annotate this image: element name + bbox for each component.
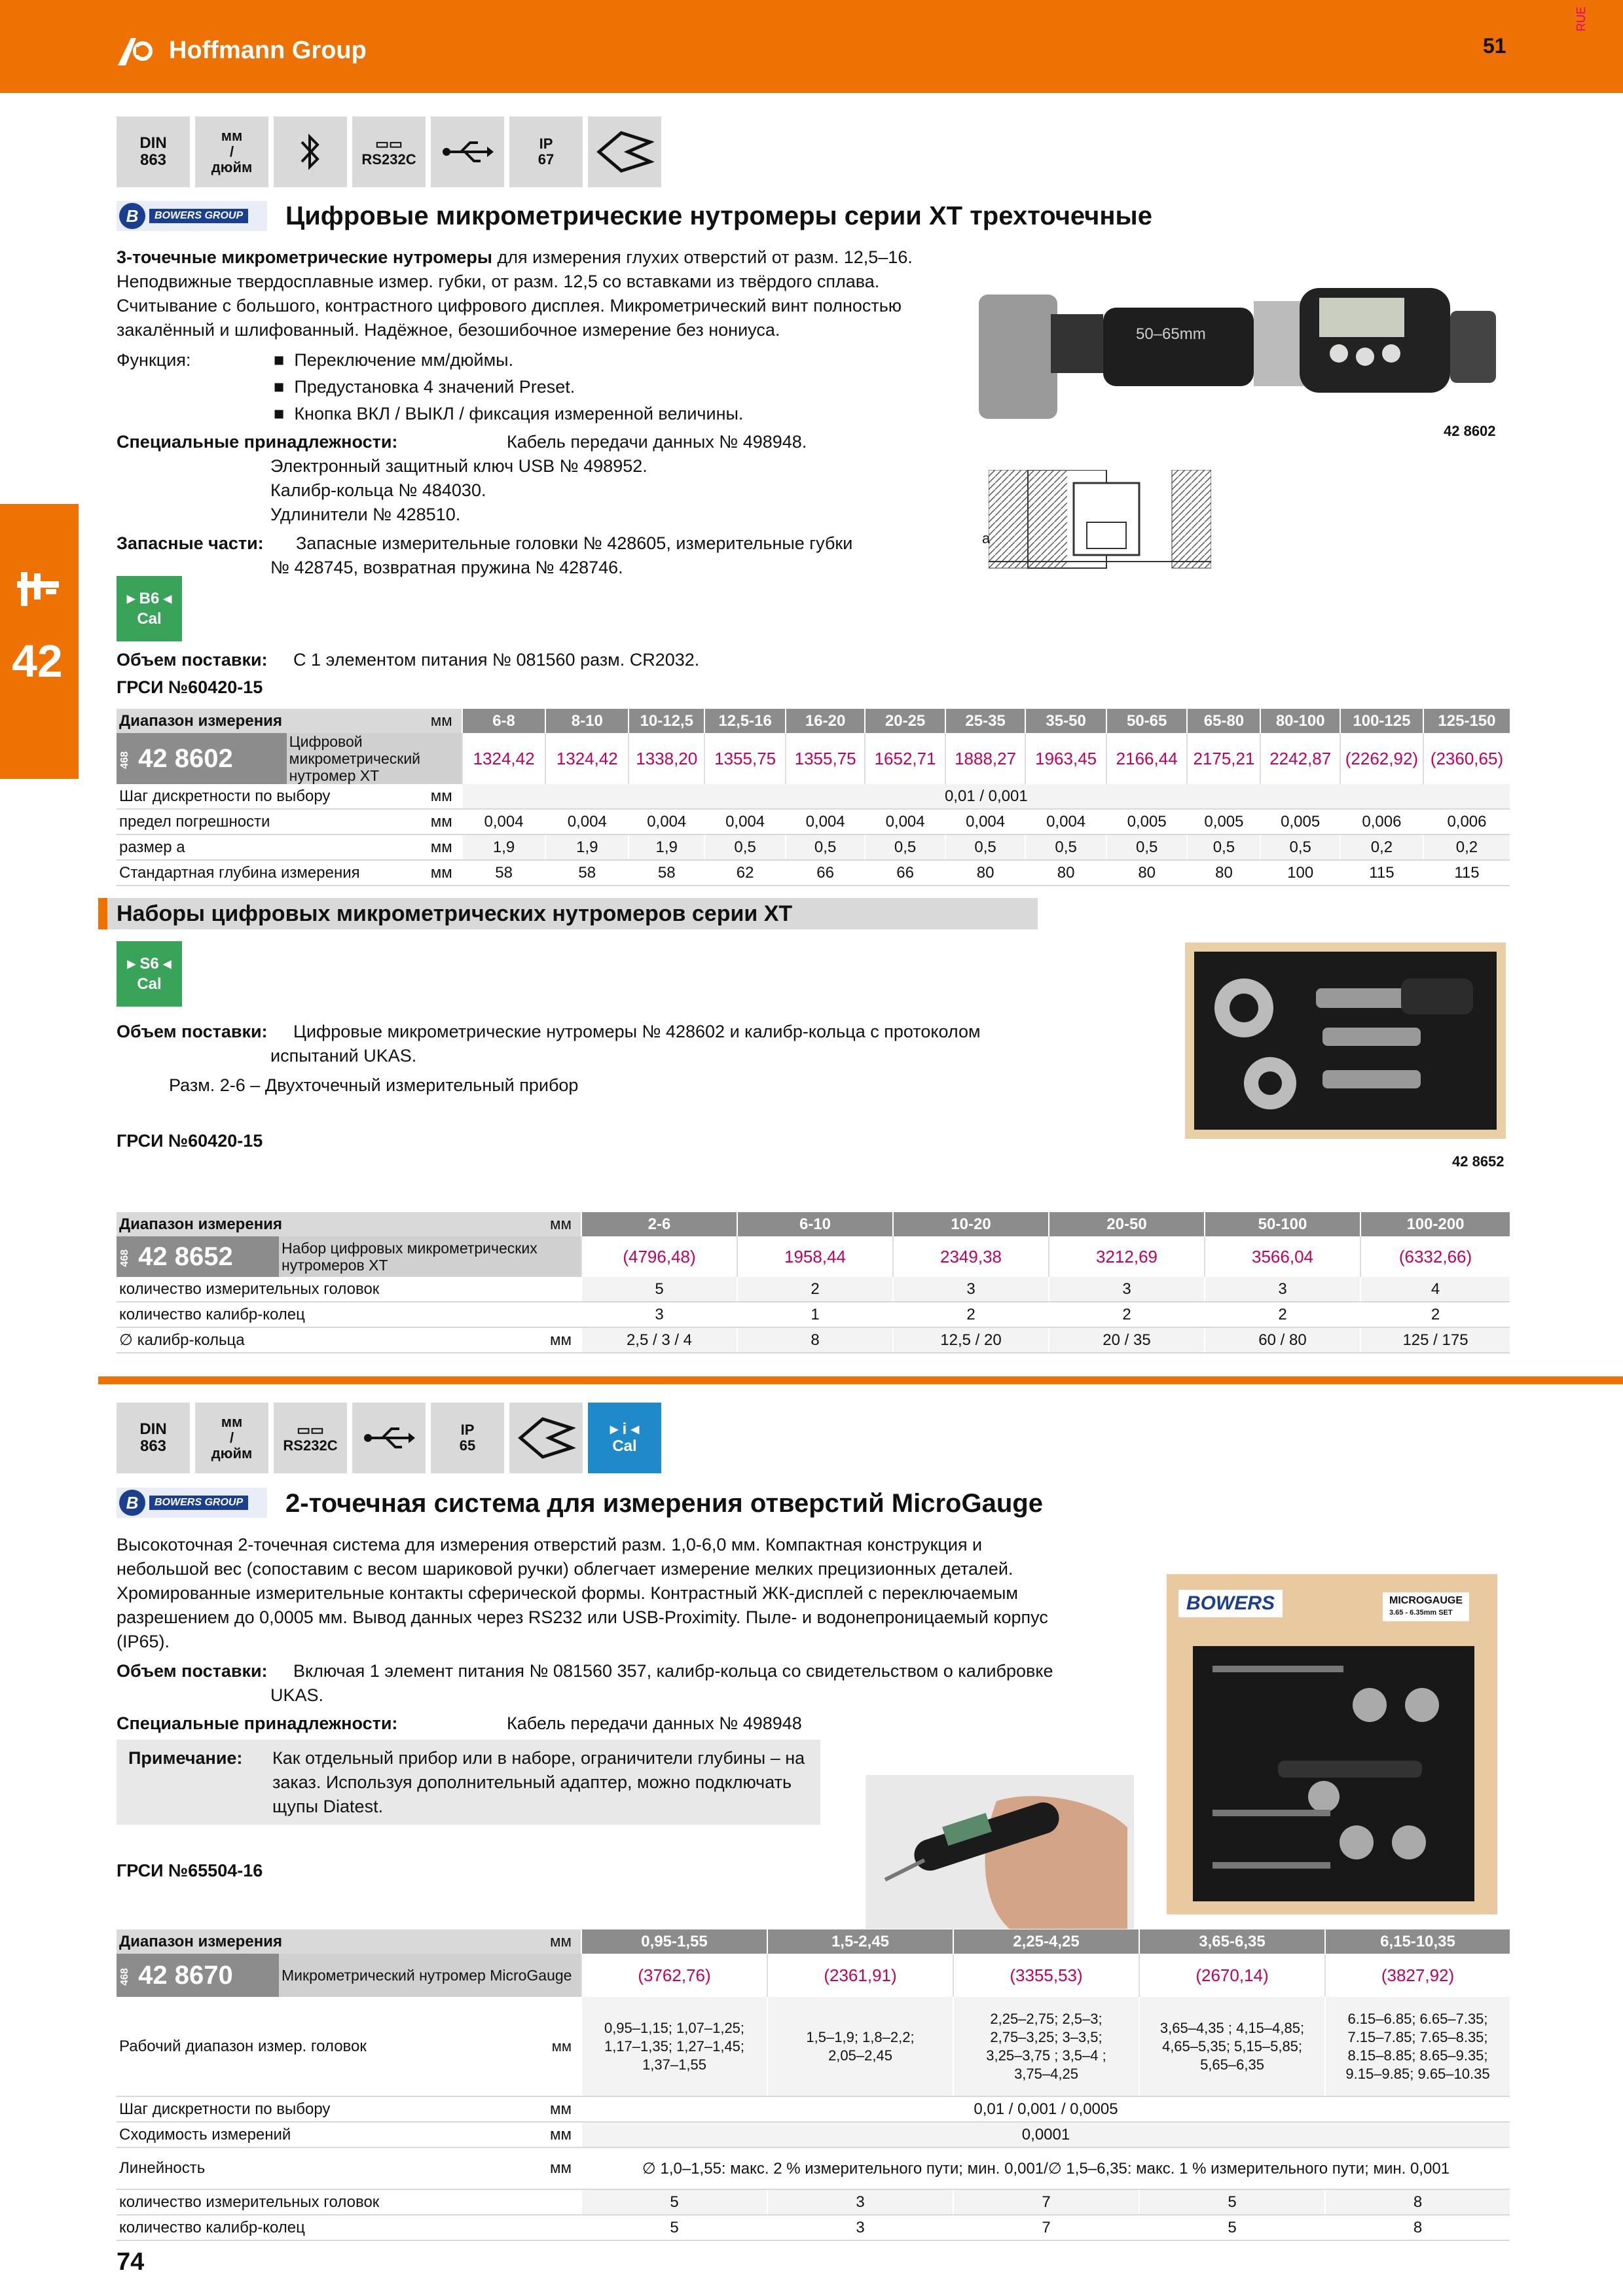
section1-title: Цифровые микрометрические нутромеры серии XT трехточечные <box>285 202 1152 230</box>
section-divider <box>98 1376 1623 1384</box>
ip65-icon: IP 65 <box>431 1403 504 1473</box>
depth-label: Стандартная глубина измерения <box>117 860 414 886</box>
brand-label: BOWERS GROUP <box>149 209 248 223</box>
error-cell: 0,004 <box>865 809 945 834</box>
step-row <box>117 2096 1510 2122</box>
step-row <box>117 784 1510 809</box>
depth-cell: 115 <box>1423 860 1510 886</box>
step-label: Шаг дискретности по выбору <box>117 2096 532 2122</box>
range-cell: 20-50 <box>1049 1212 1205 1236</box>
unit-label: мм <box>414 709 462 733</box>
heads-cell: 3 <box>767 2189 953 2215</box>
work-range-cell: 2,25–2,75; 2,5–3; 2,75–3,25; 3–3,5; 3,25–3,75 ; 3,5–4 ; 3,75–4,25 <box>953 1997 1139 2096</box>
range-cell: 6-8 <box>462 709 546 733</box>
info-cal-icon: ▸ i ◂ Cal <box>588 1403 661 1473</box>
footer-page-number: 74 <box>117 2248 145 2276</box>
page-number: 51 <box>1483 34 1506 58</box>
logo-text: Hoffmann Group <box>169 36 367 64</box>
heads-label: количество измерительных головок <box>117 1277 581 1302</box>
range-cell: 0,95-1,55 <box>581 1929 767 1954</box>
supply-text-2b: испытаний UKAS. <box>270 1046 417 1066</box>
error-cell: 0,004 <box>704 809 786 834</box>
range-cell: 20-25 <box>865 709 945 733</box>
supply-label-3: Объем поставки: <box>117 1661 268 1681</box>
din-icon: DIN 863 <box>117 117 190 187</box>
photo-range-label: 50–65mm <box>1136 325 1206 343</box>
accessory-item: Электронный защитный ключ USB № 498952. <box>270 456 647 476</box>
rings-label: количество калибр-колец <box>117 2215 581 2240</box>
linearity-row <box>117 2147 1510 2189</box>
depth-cell: 66 <box>865 860 945 886</box>
case-label-1: MICROGAUGE <box>1389 1595 1463 1606</box>
depth-cell: 80 <box>1106 860 1188 886</box>
function-item: ■ Предустановка 4 значений Preset. <box>274 377 575 397</box>
cal-badge-s6 <box>117 941 182 1007</box>
article-description: Набор цифровых микрометрических нутромеров XT <box>279 1236 581 1277</box>
diameter-cell: 125 / 175 <box>1360 1327 1510 1353</box>
range-header-row <box>117 1929 1510 1954</box>
range-header-row <box>117 1212 1510 1236</box>
function-item: ■ Переключение мм/дюймы. <box>274 350 514 370</box>
spare-parts-label: Запасные части: <box>117 533 264 553</box>
diameter-cell: 2,5 / 3 / 4 <box>581 1327 737 1353</box>
heads-cell: 2 <box>737 1277 893 1302</box>
article-row <box>117 1236 1510 1277</box>
diameter-cell: 60 / 80 <box>1205 1327 1360 1353</box>
convergence-label: Сходимость измерений <box>117 2122 532 2147</box>
rings-cell: 2 <box>1360 1302 1510 1327</box>
rings-cell: 2 <box>1205 1302 1360 1327</box>
din-icon: DIN 863 <box>117 1403 190 1473</box>
size-a-cell: 0,5 <box>1187 834 1260 860</box>
case-label-2: 3.65 - 6.35mm SET <box>1389 1609 1453 1617</box>
step-label: Шаг дискретности по выбору <box>117 784 414 809</box>
spec-table-428652 <box>117 1212 1510 1354</box>
work-range-row <box>117 1997 1510 2096</box>
error-label: предел погрешности <box>117 809 414 834</box>
cal-badge-bottom: Cal <box>137 610 162 628</box>
unit-label: мм <box>414 860 462 886</box>
product-photo-microgauge-hand <box>866 1775 1134 1929</box>
depth-cell: 58 <box>462 860 546 886</box>
note-label: Примечание: <box>128 1748 243 1768</box>
size-a-cell: 0,2 <box>1340 834 1423 860</box>
unit-label: мм <box>532 1997 581 2096</box>
supply-text-3: Включая 1 элемент питания № 081560 357, калибр-кольца со свидетельством о калибровке <box>293 1661 1053 1681</box>
depth-row <box>117 860 1510 886</box>
rings-cell: 5 <box>1139 2215 1325 2240</box>
range-label: Диапазон измерения <box>117 709 414 733</box>
range-cell: 25-35 <box>945 709 1026 733</box>
rings-cell: 5 <box>581 2215 767 2240</box>
cal-badge-b6 <box>117 576 182 641</box>
accessories-text-3: Кабель передачи данных № 498948 <box>507 1713 802 1733</box>
size-a-cell: 0,2 <box>1423 834 1510 860</box>
diameter-cell: 12,5 / 20 <box>893 1327 1049 1353</box>
range-cell: 3,65-6,35 <box>1139 1929 1325 1954</box>
grsi-number: ГРСИ №60420-15 <box>117 677 263 697</box>
article-description: Микрометрический нутромер MicroGauge <box>279 1954 581 1997</box>
heads-cell: 3 <box>1205 1277 1360 1302</box>
size-a-cell: 1,9 <box>462 834 546 860</box>
price-cell: 1324,42 <box>545 733 629 784</box>
jaw-icon <box>588 117 661 187</box>
error-cell: 0,004 <box>945 809 1026 834</box>
dimension-sketch <box>982 470 1211 575</box>
range-cell: 12,5-16 <box>704 709 786 733</box>
price-cell: 1355,75 <box>786 733 865 784</box>
cal-badge-top: ▸ S6 ◂ <box>127 954 172 973</box>
price-cell: (3762,76) <box>581 1954 767 1997</box>
range-label: Диапазон измерения <box>117 1929 532 1954</box>
range-cell: 10-12,5 <box>629 709 704 733</box>
rs232-icon: ▭▭ RS232C <box>352 117 426 187</box>
step-value: 0,01 / 0,001 / 0,0005 <box>581 2096 1510 2122</box>
price-cell: 1652,71 <box>865 733 945 784</box>
heads-row <box>117 2189 1510 2215</box>
range-cell: 8-10 <box>545 709 629 733</box>
case-label <box>1383 1592 1469 1621</box>
size-a-label: размер a <box>117 834 414 860</box>
sketch-drawing <box>989 470 1211 575</box>
linearity-label: Линейность <box>117 2147 532 2189</box>
range-label: Диапазон измерения <box>117 1212 532 1236</box>
hoffmann-logo <box>117 34 367 67</box>
size-a-row <box>117 834 1510 860</box>
heads-label: количество измерительных головок <box>117 2189 581 2215</box>
article-description: Цифровой микрометрический нутромер XT <box>287 733 462 784</box>
section3-intro: Высокоточная 2-точечная система для измерения отверстий разм. 1,0-6,0 мм. Компактная конструкция и небольшой вес (сопоставим с весом шариковой ручки) облегчает измерение мелких прецизионных деталей. Хромированные измерительные контакты сферической формы. Контрастный ЖК-дисплей с переключаемым разрешением до 0,0005 мм. Вывод данных через RS232 или USB-Proximity. Пыле- и водонепроницаемый корпус (IP65). <box>117 1535 1048 1651</box>
error-row <box>117 809 1510 834</box>
feature-icons-3 <box>117 1403 661 1473</box>
work-range-cell: 6.15–6.85; 6.65–7.35; 7.15–7.85; 7.65–8.35; 8.15–8.85; 8.65–9.35; 9.15–9.85; 9.65–10.35 <box>1325 1997 1510 2096</box>
range-cell: 50-100 <box>1205 1212 1360 1236</box>
mm-inch-icon: мм / дюйм <box>195 1403 268 1473</box>
usb-icon <box>352 1403 426 1473</box>
diameter-cell: 8 <box>737 1327 893 1353</box>
price-cell: 2166,44 <box>1106 733 1188 784</box>
product-photo-428602 <box>972 275 1503 432</box>
spec-table-428670 <box>117 1929 1510 2241</box>
depth-cell: 80 <box>1187 860 1260 886</box>
price-cell: (4796,48) <box>581 1236 737 1277</box>
case-illustration <box>1185 942 1506 1139</box>
range-cell: 35-50 <box>1025 709 1106 733</box>
error-cell: 0,004 <box>629 809 704 834</box>
size-a-cell: 0,5 <box>865 834 945 860</box>
caliper-icon <box>14 569 62 609</box>
unit-label: мм <box>414 834 462 860</box>
price-cell: 3566,04 <box>1205 1236 1360 1277</box>
unit-label: мм <box>532 1929 581 1954</box>
unit-label: мм <box>532 2147 581 2189</box>
work-range-cell: 0,95–1,15; 1,07–1,25; 1,17–1,35; 1,27–1,45; 1,37–1,55 <box>581 1997 767 2096</box>
product-photo-428652 <box>1185 942 1506 1139</box>
rings-cell: 2 <box>893 1302 1049 1327</box>
error-cell: 0,004 <box>1025 809 1106 834</box>
mm-inch-icon: мм / дюйм <box>195 117 268 187</box>
price-cell: (6332,66) <box>1360 1236 1510 1277</box>
supply-text-3b: UKAS. <box>270 1685 324 1705</box>
depth-cell: 80 <box>1025 860 1106 886</box>
error-cell: 0,004 <box>462 809 546 834</box>
rings-cell: 7 <box>953 2215 1139 2240</box>
rings-row <box>117 1302 1510 1327</box>
brand-label: BOWERS GROUP <box>149 1496 248 1510</box>
case-contents <box>1193 1646 1474 1901</box>
size-a-cell: 0,5 <box>1106 834 1188 860</box>
size-a-cell: 0,5 <box>704 834 786 860</box>
size-a-cell: 0,5 <box>1260 834 1340 860</box>
cal-badge-top: ▸ B6 ◂ <box>126 589 172 607</box>
range-cell: 2-6 <box>581 1212 737 1236</box>
supply-label-2: Объем поставки: <box>117 1022 268 1041</box>
size-note: Разм. 2-6 – Двухточечный измерительный прибор <box>169 1075 579 1095</box>
heads-cell: 5 <box>581 1277 737 1302</box>
work-range-label: Рабочий диапазон измер. головок <box>117 1997 532 2096</box>
rings-cell: 1 <box>737 1302 893 1327</box>
section1-intro <box>117 245 935 342</box>
convergence-row <box>117 2122 1510 2147</box>
article-number: 468 42 8652 <box>117 1236 279 1277</box>
spec-table-428602 <box>117 709 1510 886</box>
heads-cell: 5 <box>1139 2189 1325 2215</box>
section2-title: Наборы цифровых микрометрических нутромеров серии XT <box>98 898 1038 929</box>
product-photo-microgauge-case <box>1167 1574 1497 1914</box>
function-item: ■ Кнопка ВКЛ / ВЫКЛ / фиксация измеренной величины. <box>274 404 744 423</box>
size-a-cell: 0,5 <box>786 834 865 860</box>
bluetooth-icon <box>274 117 347 187</box>
heads-cell: 3 <box>893 1277 1049 1302</box>
diameter-row <box>117 1327 1510 1353</box>
bowers-logo-icon: B <box>119 203 145 229</box>
article-row <box>117 1954 1510 1997</box>
intro-text: для измерения глухих отверстий от разм. 12,5–16. Неподвижные твердосплавные измер. губки, от разм. 12,5 со вставками из твёрдого сплава. Считывание с большого, контрастного цифрового дисплея. Микрометрический винт полностью закалённый и шлифованный. Надёжное, безошибочное измерение без нониуса. <box>117 247 913 340</box>
unit-label: мм <box>532 2096 581 2122</box>
rs232-icon: ▭▭ RS232C <box>274 1403 347 1473</box>
range-cell: 2,25-4,25 <box>953 1929 1139 1954</box>
convergence-value: 0,0001 <box>581 2122 1510 2147</box>
jaw-icon <box>509 1403 583 1473</box>
unit-label: мм <box>532 1327 581 1353</box>
error-cell: 0,006 <box>1340 809 1423 834</box>
diameter-cell: 20 / 35 <box>1049 1327 1205 1353</box>
price-cell: (2360,65) <box>1423 733 1510 784</box>
hand-gauge-illustration <box>866 1775 1134 1929</box>
size-a-cell: 0,5 <box>1025 834 1106 860</box>
unit-label: мм <box>532 1212 581 1236</box>
spare-parts-text-2: № 428745, возвратная пружина № 428746. <box>270 558 623 577</box>
heads-cell: 7 <box>953 2189 1139 2215</box>
price-cell: 1958,44 <box>737 1236 893 1277</box>
depth-cell: 100 <box>1260 860 1340 886</box>
usb-icon <box>431 117 504 187</box>
article-number: 468 42 8602 <box>117 733 287 784</box>
size-a-cell: 0,5 <box>945 834 1026 860</box>
price-cell: 1338,20 <box>629 733 704 784</box>
micrometer-illustration <box>972 275 1503 432</box>
heads-row <box>117 1277 1510 1302</box>
error-cell: 0,005 <box>1106 809 1188 834</box>
unit-label: мм <box>414 809 462 834</box>
article-row <box>117 733 1510 784</box>
photo-code-428602: 42 8602 <box>1444 423 1496 439</box>
supply-text: С 1 элементом питания № 081560 разм. CR2032. <box>293 650 700 670</box>
bowers-brand-3 <box>117 1488 267 1518</box>
price-cell: 2349,38 <box>893 1236 1049 1277</box>
price-cell: (3827,92) <box>1325 1954 1510 1997</box>
bowers-logo-icon: B <box>119 1490 145 1516</box>
unit-label: мм <box>414 784 462 809</box>
price-cell: (2262,92) <box>1340 733 1423 784</box>
range-cell: 65-80 <box>1187 709 1260 733</box>
price-cell: 1355,75 <box>704 733 786 784</box>
error-cell: 0,005 <box>1187 809 1260 834</box>
error-cell: 0,004 <box>545 809 629 834</box>
side-code: RUE <box>1575 6 1588 31</box>
price-cell: (2670,14) <box>1139 1954 1325 1997</box>
price-cell: (3355,53) <box>953 1954 1139 1997</box>
chapter-tab <box>0 504 79 779</box>
range-cell: 100-125 <box>1340 709 1423 733</box>
note-text: Как отдельный прибор или в наборе, ограничители глубины – на заказ. Используя дополнительный адаптер, можно подключать щупы Diatest. <box>272 1748 805 1816</box>
range-header-row <box>117 709 1510 733</box>
rings-cell: 3 <box>581 1302 737 1327</box>
accessory-item: Удлинители № 428510. <box>270 505 461 524</box>
unit-label: мм <box>532 2122 581 2147</box>
grsi-number-2: ГРСИ №60420-15 <box>117 1131 263 1151</box>
work-range-cell: 1,5–1,9; 1,8–2,2; 2,05–2,45 <box>767 1997 953 2096</box>
heads-cell: 8 <box>1325 2189 1510 2215</box>
function-label: Функция: <box>117 350 191 370</box>
error-cell: 0,004 <box>786 809 865 834</box>
size-a-cell: 1,9 <box>545 834 629 860</box>
feature-icons-1 <box>117 117 661 187</box>
price-cell: 1963,45 <box>1025 733 1106 784</box>
error-cell: 0,005 <box>1260 809 1340 834</box>
hoffmann-logo-icon <box>117 34 162 67</box>
accessory-item: Калибр-кольца № 484030. <box>270 480 486 500</box>
supply-label: Объем поставки: <box>117 650 268 670</box>
depth-cell: 58 <box>629 860 704 886</box>
intro-bold: 3-точечные микрометрические нутромеры <box>117 247 492 267</box>
ip67-icon: IP 67 <box>509 117 583 187</box>
accessories-label-3: Специальные принадлежности: <box>117 1713 398 1733</box>
spare-parts-text: Запасные измерительные головки № 428605, измерительные губки <box>296 533 853 553</box>
step-value: 0,01 / 0,001 <box>462 784 1510 809</box>
error-cell: 0,006 <box>1423 809 1510 834</box>
rings-row <box>117 2215 1510 2240</box>
range-cell: 125-150 <box>1423 709 1510 733</box>
cal-badge-bottom: Cal <box>137 975 162 993</box>
depth-cell: 66 <box>786 860 865 886</box>
range-cell: 50-65 <box>1106 709 1188 733</box>
work-range-cell: 3,65–4,35 ; 4,15–4,85; 4,65–5,35; 5,15–5,85; 5,65–6,35 <box>1139 1997 1325 2096</box>
accessories-label: Специальные принадлежности: <box>117 432 398 452</box>
supply-text-2: Цифровые микрометрические нутромеры № 428602 и калибр-кольца с протоколом <box>293 1022 981 1041</box>
size-a-cell: 1,9 <box>629 834 704 860</box>
range-cell: 80-100 <box>1260 709 1340 733</box>
linearity-value: ∅ 1,0–1,55: макс. 2 % измерительного пути; мин. 0,001/∅ 1,5–6,35: макс. 1 % измерительного пути; мин. 0,001 <box>581 2147 1510 2189</box>
rings-cell: 2 <box>1049 1302 1205 1327</box>
photo-code-428652: 42 8652 <box>1452 1153 1504 1170</box>
case-brand: BOWERS <box>1178 1590 1283 1617</box>
article-number: 468 42 8670 <box>117 1954 279 1997</box>
bowers-brand-1 <box>117 201 267 231</box>
function-list <box>274 348 743 426</box>
depth-cell: 115 <box>1340 860 1423 886</box>
note-box <box>117 1740 820 1825</box>
range-cell: 6,15-10,35 <box>1325 1929 1510 1954</box>
chapter-number: 42 <box>12 636 63 687</box>
accessory-item: Кабель передачи данных № 498948. <box>507 432 807 452</box>
depth-cell: 62 <box>704 860 786 886</box>
range-cell: 10-20 <box>893 1212 1049 1236</box>
section3-title: 2-точечная система для измерения отверстий MicroGauge <box>285 1489 1043 1518</box>
diameter-label: ∅ калибр-кольца <box>117 1327 532 1353</box>
price-cell: 2242,87 <box>1260 733 1340 784</box>
rings-cell: 8 <box>1325 2215 1510 2240</box>
depth-cell: 80 <box>945 860 1026 886</box>
depth-cell: 58 <box>545 860 629 886</box>
heads-cell: 5 <box>581 2189 767 2215</box>
range-cell: 16-20 <box>786 709 865 733</box>
price-cell: 1888,27 <box>945 733 1026 784</box>
heads-cell: 4 <box>1360 1277 1510 1302</box>
price-cell: 2175,21 <box>1187 733 1260 784</box>
price-cell: 3212,69 <box>1049 1236 1205 1277</box>
range-cell: 1,5-2,45 <box>767 1929 953 1954</box>
range-cell: 100-200 <box>1360 1212 1510 1236</box>
sketch-a-label: a <box>982 530 991 547</box>
range-cell: 6-10 <box>737 1212 893 1236</box>
rings-cell: 3 <box>767 2215 953 2240</box>
grsi-number-3: ГРСИ №65504-16 <box>117 1861 263 1880</box>
rings-label: количество калибр-колец <box>117 1302 581 1327</box>
price-cell: 1324,42 <box>462 733 546 784</box>
heads-cell: 3 <box>1049 1277 1205 1302</box>
price-cell: (2361,91) <box>767 1954 953 1997</box>
